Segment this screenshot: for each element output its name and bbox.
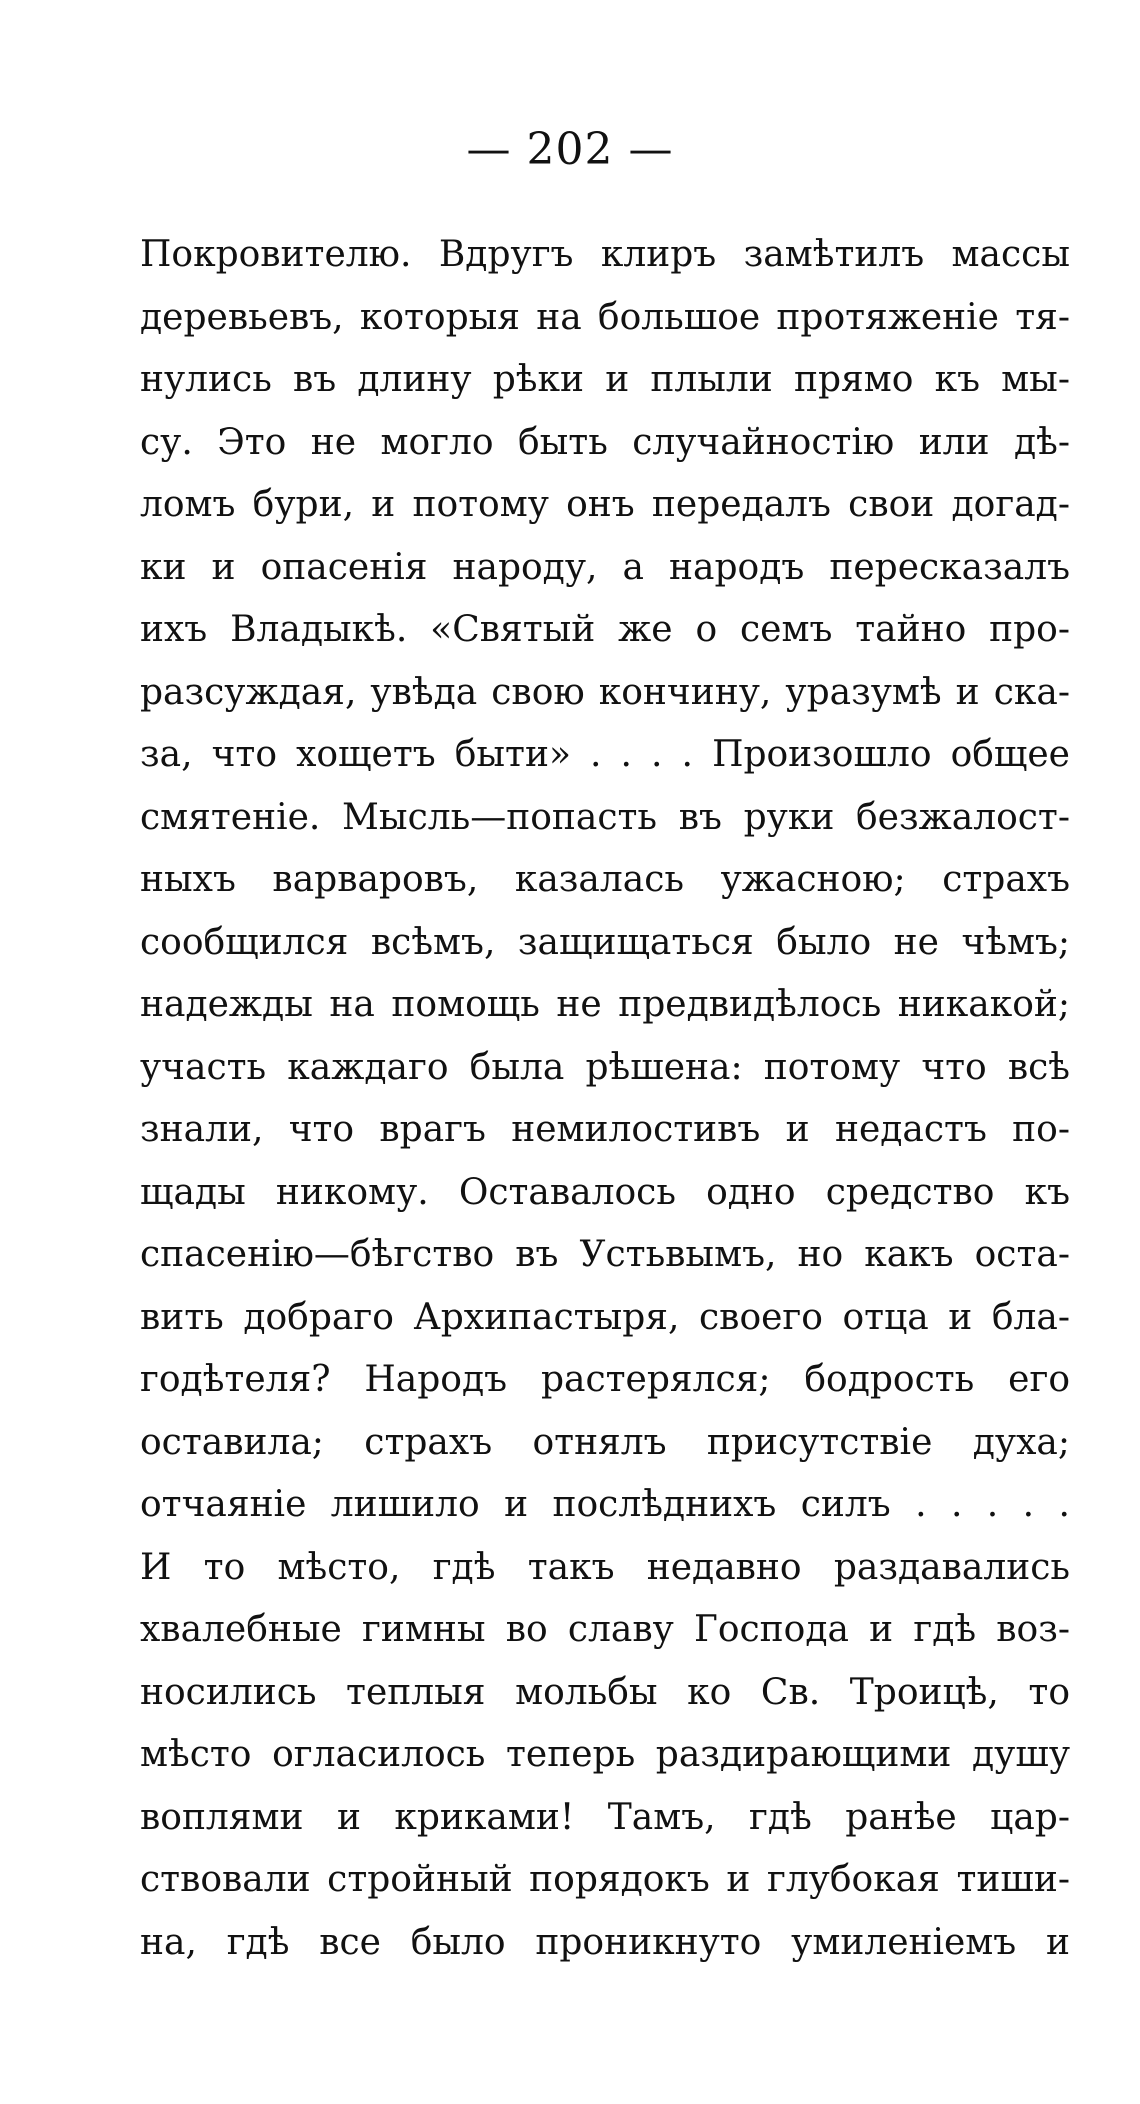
- text-line-28: на, гдѣ все было проникнуто умиленіемъ и: [140, 1921, 1070, 1963]
- text-line-8: разсуждая, увѣда свою кончину, уразумѣ и ска-: [140, 671, 1070, 713]
- text-line-20: оставила; страхъ отнялъ присутствіе духа;: [140, 1421, 1070, 1463]
- text-line-4: су. Это не могло быть случайностію или дѣ-: [140, 421, 1070, 463]
- text-line-2: деревьевъ, которыя на большое протяженіе тя-: [140, 296, 1070, 338]
- text-line-3: нулись въ длину рѣки и плыли прямо къ мы-: [140, 359, 1070, 400]
- text-line-22: И то мѣсто, гдѣ такъ недавно раздавались: [140, 1546, 1070, 1588]
- text-line-21: отчаяніе лишило и послѣднихъ силъ . . . . .: [140, 1484, 1070, 1525]
- text-line-5: ломъ бури, и потому онъ передалъ свои догад-: [140, 484, 1070, 525]
- text-line-12: сообщился всѣмъ, защищаться было не чѣмъ;: [140, 921, 1070, 963]
- text-line-26: воплями и криками! Тамъ, гдѣ ранѣе цар-: [140, 1796, 1070, 1838]
- text-line-17: спасенію—бѣгство въ Устьвымъ, но какъ оста-: [140, 1234, 1070, 1275]
- text-line-11: ныхъ варваровъ, казалась ужасною; страхъ: [140, 859, 1070, 900]
- text-line-24: носились теплыя мольбы ко Св. Троицѣ, то: [140, 1671, 1070, 1713]
- text-line-19: годѣтеля? Народъ растерялся; бодрость его: [140, 1359, 1070, 1400]
- text-line-6: ки и опасенія народу, а народъ пересказалъ: [140, 546, 1070, 588]
- text-line-13: надежды на помощь не предвидѣлось никакой;: [140, 984, 1070, 1025]
- text-line-25: мѣсто огласилось теперь раздирающими душу: [140, 1734, 1070, 1775]
- page-number: — 202 —: [466, 124, 674, 175]
- text-line-10: смятеніе. Мысль—попасть въ руки безжалост-: [140, 796, 1070, 838]
- text-line-16: щады никому. Оставалось одно средство къ: [140, 1171, 1070, 1213]
- text-line-15: знали, что врагъ немилостивъ и недастъ по-: [140, 1109, 1070, 1150]
- text-line-18: вить добраго Архипастыря, своего отца и бла-: [140, 1296, 1070, 1338]
- text-line-9: за, что хощетъ быти» . . . . Произошло общее: [140, 734, 1070, 775]
- text-line-7: ихъ Владыкѣ. «Святый же о семъ тайно про-: [140, 609, 1070, 650]
- text-line-27: ствовали стройный порядокъ и глубокая тиши-: [140, 1859, 1070, 1900]
- text-line-23: хвалебные гимны во славу Господа и гдѣ воз-: [140, 1609, 1070, 1650]
- text-line-1: Покровителю. Вдругъ клиръ замѣтилъ массы: [140, 234, 1070, 275]
- text-line-14: участь каждаго была рѣшена: потому что всѣ: [140, 1046, 1070, 1088]
- body-text: [140, 224, 1070, 1974]
